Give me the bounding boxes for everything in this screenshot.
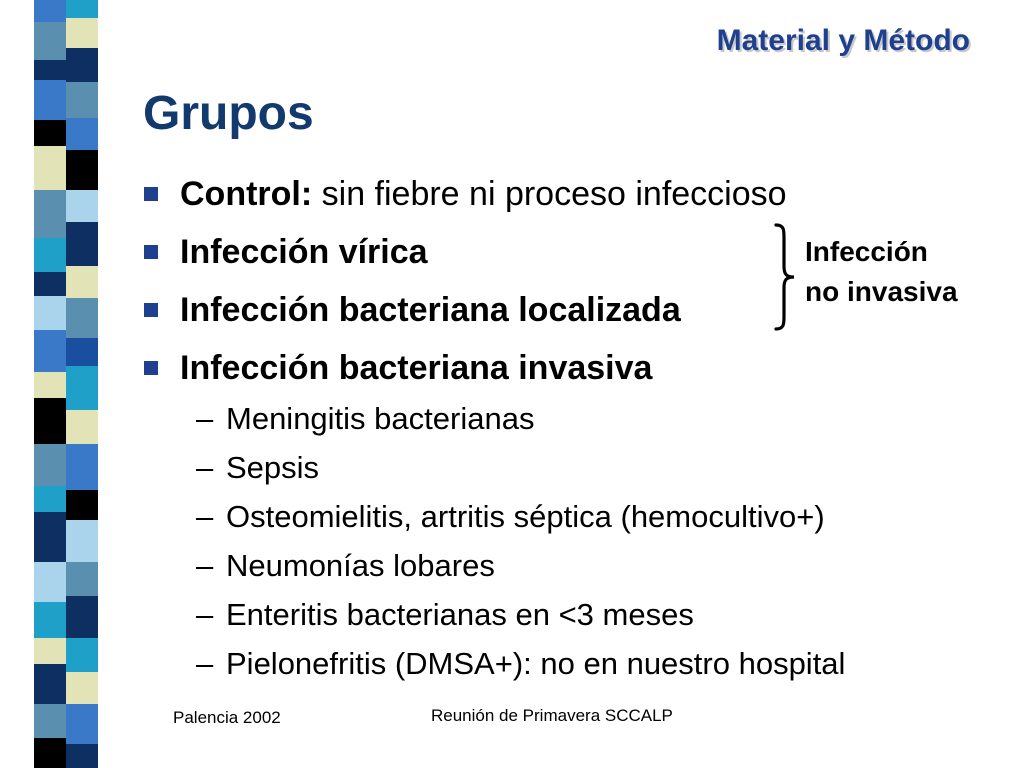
square-bullet-icon (144, 303, 158, 317)
footer-location: Palencia 2002 (173, 708, 281, 727)
dash-marker: – (196, 597, 214, 632)
dash-marker: – (196, 401, 214, 436)
sub-bullet-text: Meningitis bacterianas (226, 401, 535, 436)
curly-brace-icon (770, 222, 804, 332)
bullet-bold-text: Infección bacteriana invasiva (180, 349, 653, 387)
brace-note-line: Infección (805, 236, 928, 267)
bullet-text (180, 168, 787, 220)
sub-bullet-text: Sepsis (226, 450, 320, 485)
bullet-bold-text: Infección vírica (180, 233, 428, 271)
dash-marker: – (196, 450, 214, 485)
sub-bullet-text: Enteritis bacterianas en <3 meses (226, 597, 694, 632)
square-bullet-icon (144, 245, 158, 259)
decorative-side-strip (34, 0, 98, 768)
dash-marker: – (196, 499, 214, 534)
bullet-text (180, 342, 652, 394)
sub-bullet-text: Pielonefritis (DMSA+): no en nuestro hospital (226, 646, 846, 681)
dash-marker: – (196, 548, 214, 583)
slide-title: Grupos (143, 87, 314, 140)
brace-note-line: no invasiva (805, 276, 958, 307)
bullet-bold-text: Infección bacteriana localizada (180, 291, 681, 329)
brace-note (805, 232, 958, 312)
section-title: Material y Método (716, 24, 970, 57)
bullet-text (180, 284, 681, 336)
square-bullet-icon (144, 187, 158, 201)
sub-bullet-text: Osteomielitis, artritis séptica (hemocultivo+) (226, 499, 825, 534)
dash-marker: – (196, 646, 214, 681)
bullet-bold-text: Control: (180, 175, 313, 213)
bullet-rest-text: sin fiebre ni proceso infeccioso (312, 175, 787, 213)
sub-bullet-text: Neumonías lobares (226, 548, 495, 583)
bullet-text (180, 226, 428, 278)
footer-event: Reunión de Primavera SCCALP (431, 706, 673, 725)
square-bullet-icon (144, 361, 158, 375)
